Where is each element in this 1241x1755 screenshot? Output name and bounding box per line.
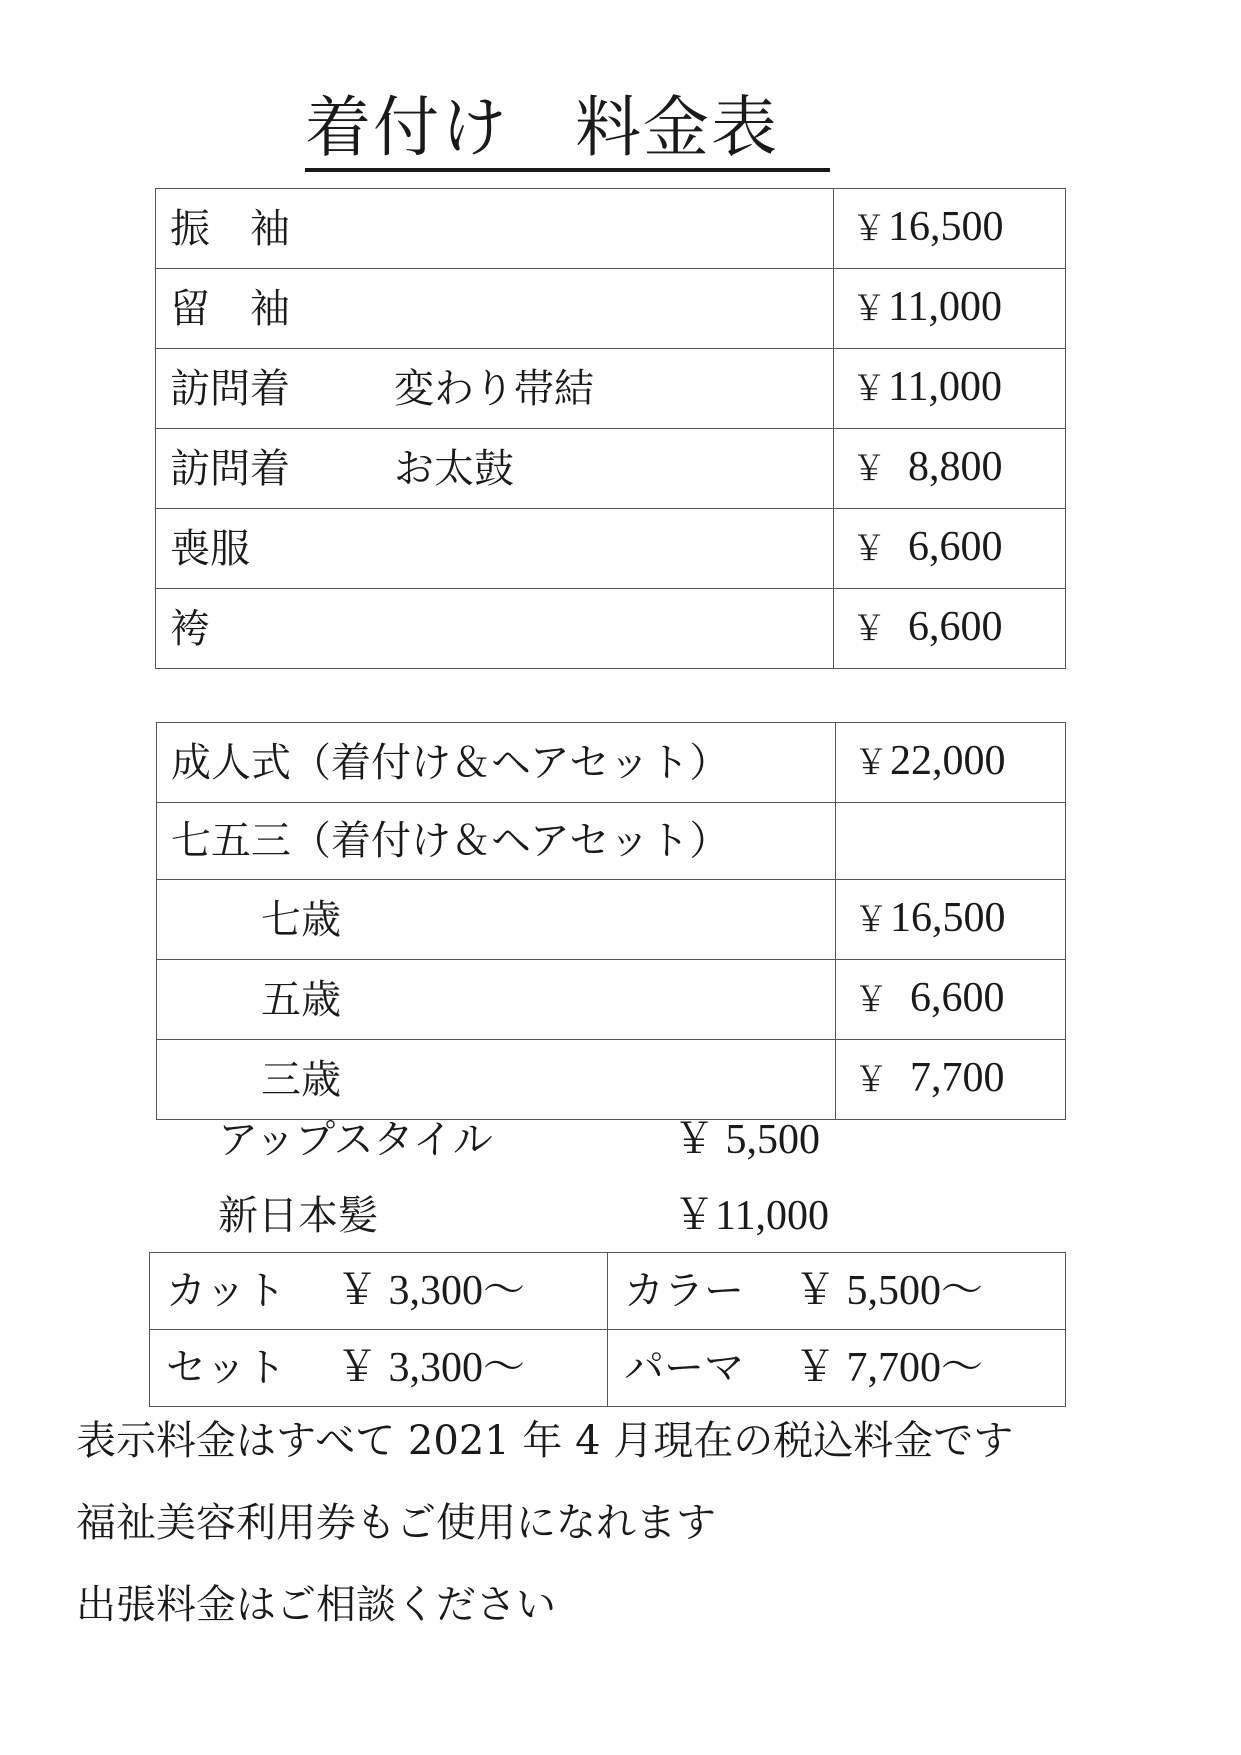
- table-row: [156, 429, 1066, 509]
- extra-item-name: 新日本髪: [218, 1193, 378, 1239]
- yen-sign: ￥: [852, 611, 886, 648]
- item-name-b: 変わり帯結: [394, 365, 594, 412]
- item-name: 成人式（着付け＆ヘアセット）: [157, 723, 836, 803]
- item-price: [834, 589, 1066, 669]
- salon-cell: [150, 1253, 608, 1330]
- item-name-b: お太鼓: [394, 445, 514, 492]
- price-amount: 11,000: [888, 284, 1002, 330]
- yen-sign: ￥: [854, 745, 888, 782]
- salon-price-table: [149, 1252, 1066, 1407]
- item-name-a: 袴: [170, 605, 210, 652]
- item-name-a: 振: [170, 205, 210, 252]
- table-row: [157, 960, 1066, 1040]
- item-name: [156, 509, 834, 589]
- item-price: [834, 509, 1066, 589]
- extra-item-name: アップスタイル: [218, 1117, 493, 1163]
- price-amount: 6,600: [908, 524, 1003, 570]
- item-name-a: 訪問着: [170, 445, 290, 492]
- service-price: ￥ 5,500～: [794, 1268, 984, 1314]
- page-title: [305, 88, 830, 172]
- price-amount: 16,500: [890, 895, 1006, 941]
- yen-sign: ￥: [852, 531, 886, 568]
- item-name: [156, 189, 834, 269]
- extra-item-price: ￥ 5,500: [673, 1117, 821, 1163]
- yen-sign: ￥: [854, 902, 888, 939]
- note-line: 福祉美容利用券もご使用になれます: [76, 1500, 716, 1546]
- table-row: [156, 349, 1066, 429]
- salon-cell: [608, 1253, 1066, 1330]
- yen-sign: ￥: [852, 291, 886, 328]
- item-price: [834, 189, 1066, 269]
- extra-item: [218, 1178, 858, 1254]
- item-price: [834, 349, 1066, 429]
- salon-cell: [150, 1330, 608, 1407]
- price-amount: 16,500: [888, 204, 1004, 250]
- extra-item: [218, 1102, 858, 1178]
- title-part-2: 料金表: [575, 89, 779, 166]
- table-row: [156, 189, 1066, 269]
- item-price: [834, 429, 1066, 509]
- item-name: 五歳: [157, 960, 836, 1040]
- item-name: [156, 349, 834, 429]
- item-name: [156, 269, 834, 349]
- yen-sign: ￥: [852, 211, 886, 248]
- service-price: ￥ 3,300～: [336, 1268, 526, 1314]
- hairset-price-table: [156, 722, 1066, 1120]
- yen-sign: ￥: [854, 1062, 888, 1099]
- item-name-b: 袖: [250, 205, 290, 252]
- yen-sign: ￥: [852, 451, 886, 488]
- price-amount: 8,800: [908, 444, 1003, 490]
- table-row: [156, 589, 1066, 669]
- table-row: [156, 509, 1066, 589]
- salon-cell: [608, 1330, 1066, 1407]
- item-name: [156, 429, 834, 509]
- title-part-1: 着付け: [305, 89, 509, 166]
- price-amount: 6,600: [908, 604, 1003, 650]
- extra-item-price: ￥11,000: [673, 1193, 829, 1239]
- yen-sign: ￥: [852, 371, 886, 408]
- item-price: [834, 269, 1066, 349]
- item-name-a: 留: [170, 285, 210, 332]
- table-row: [157, 723, 1066, 803]
- service-name: パーマ: [624, 1345, 744, 1391]
- item-name: 七歳: [157, 880, 836, 960]
- service-name: セット: [166, 1345, 286, 1391]
- item-name-b: 袖: [250, 285, 290, 332]
- item-name-a: 訪問着: [170, 365, 290, 412]
- service-price: ￥ 3,300～: [336, 1345, 526, 1391]
- table-row: [157, 803, 1066, 880]
- price-amount: 6,600: [910, 975, 1005, 1021]
- service-price: ￥ 7,700～: [794, 1345, 984, 1391]
- note-line: 出張料金はご相談ください: [76, 1582, 556, 1628]
- item-name: [156, 589, 834, 669]
- service-name: カット: [166, 1268, 286, 1314]
- price-amount: 22,000: [890, 738, 1006, 784]
- item-name-a: 喪服: [170, 525, 250, 572]
- item-price: [836, 960, 1066, 1040]
- item-price: [836, 1040, 1066, 1120]
- table-row: [157, 880, 1066, 960]
- kitsuke-price-table: [155, 188, 1066, 669]
- item-name: 七五三（着付け＆ヘアセット）: [157, 803, 836, 880]
- note-line: 表示料金はすべて 2021 年 4 月現在の税込料金です: [76, 1418, 1014, 1464]
- item-name: 三歳: [157, 1040, 836, 1120]
- table-row: [156, 269, 1066, 349]
- item-price: [836, 880, 1066, 960]
- item-price: [836, 803, 1066, 880]
- service-name: カラー: [624, 1268, 744, 1314]
- notes: [76, 1400, 1013, 1646]
- price-amount: 11,000: [888, 364, 1002, 410]
- table-row: [150, 1330, 1066, 1407]
- table-row: [150, 1253, 1066, 1330]
- price-amount: 7,700: [910, 1055, 1005, 1101]
- item-price: [836, 723, 1066, 803]
- yen-sign: ￥: [854, 982, 888, 1019]
